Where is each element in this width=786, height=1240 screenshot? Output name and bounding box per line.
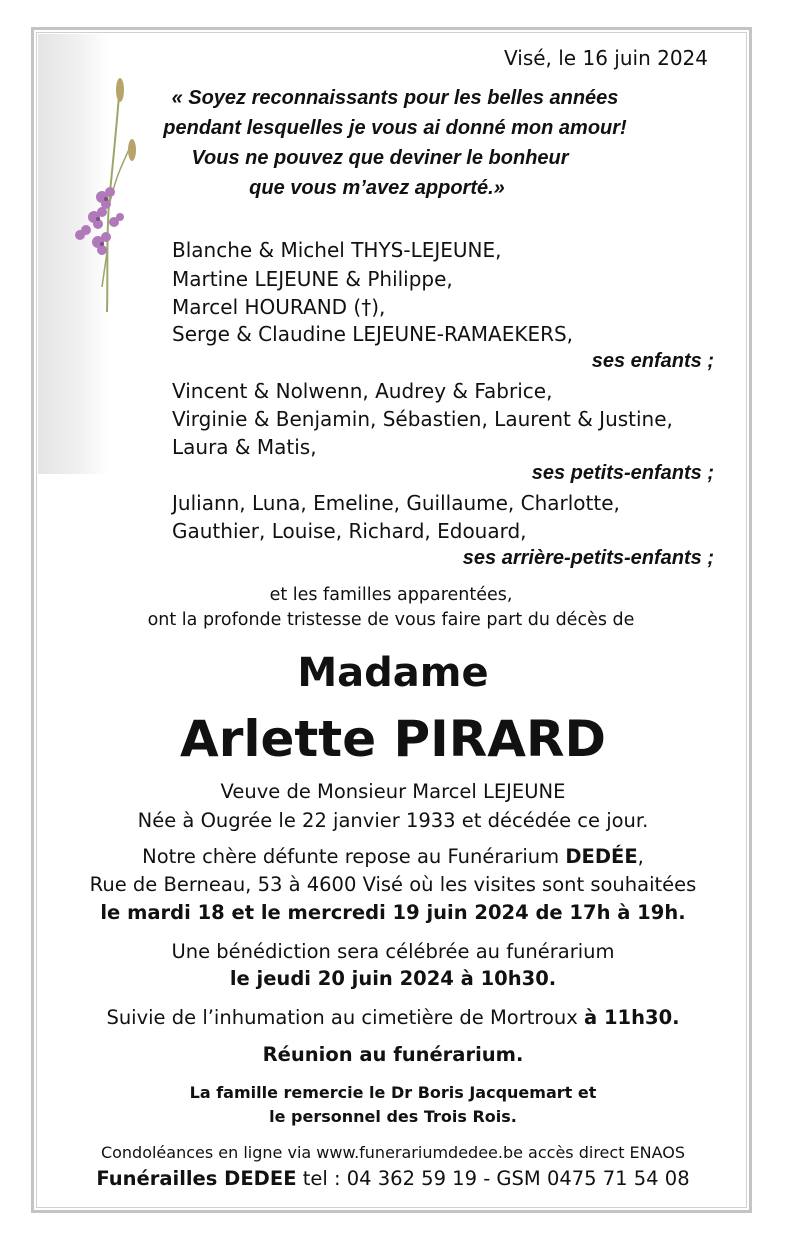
grandchildren-line-3: Laura & Matis, xyxy=(172,435,317,459)
condolences-line: Condoléances en ligne via www.funerariumdedee.be accès direct ENAOS xyxy=(100,1143,686,1162)
company-name: Funérailles DEDEE xyxy=(96,1167,297,1190)
rest-line-1-comma: , xyxy=(637,845,644,868)
children-line-4: Serge & Claudine LEJEUNE-RAMAEKERS, xyxy=(172,322,574,346)
thanks-line-2: le personnel des Trois Rois. xyxy=(269,1107,517,1126)
rest-line-2: Rue de Berneau, 53 à 4600 Visé où les visites sont souhaitées xyxy=(89,873,697,896)
grandchildren-role: ses petits-enfants ; xyxy=(531,462,714,484)
burial-time: à 11h30. xyxy=(584,1006,680,1029)
children-line-3: Marcel HOURAND (†), xyxy=(172,295,386,319)
great-grandchildren-line-1: Juliann, Luna, Emeline, Guillaume, Charlotte, xyxy=(172,491,620,515)
rest-line-1-text: Notre chère défunte repose au Funérarium xyxy=(142,845,566,868)
burial-line xyxy=(0,1006,786,1029)
grandchildren-line-1: Vincent & Nolwenn, Audrey & Fabrice, xyxy=(172,379,553,403)
burial-text: Suivie de l’inhumation au cimetière de Mortroux xyxy=(106,1006,585,1029)
funeral-home-name: DEDÉE xyxy=(565,845,638,868)
contact-line xyxy=(0,1167,786,1190)
quote-line-2: pendant lesquelles je vous ai donné mon amour! xyxy=(163,117,627,139)
announcement-line-2: ont la profonde tristesse de vous faire part du décès de xyxy=(147,610,635,630)
rest-line-3: le mardi 18 et le mercredi 19 juin 2024 de 17h à 19h. xyxy=(100,901,686,924)
children-role: ses enfants ; xyxy=(591,350,714,372)
detail-widow: Veuve de Monsieur Marcel LEJEUNE xyxy=(220,780,566,803)
quote-line-4: que vous m’avez apporté.» xyxy=(249,177,505,199)
rest-line-1 xyxy=(0,845,786,868)
grandchildren-line-2: Virginie & Benjamin, Sébastien, Laurent & Justine, xyxy=(172,407,673,431)
thanks-line-1: La famille remercie le Dr Boris Jacquemart et xyxy=(189,1083,597,1102)
announcement-line-1: et les familles apparentées, xyxy=(269,585,513,605)
title: Madame xyxy=(297,650,489,696)
blessing-line-1: Une bénédiction sera célébrée au funérarium xyxy=(171,940,615,963)
children-line-1: Blanche & Michel THYS-LEJEUNE, xyxy=(172,238,502,262)
blessing-line-2: le jeudi 20 juin 2024 à 10h30. xyxy=(229,967,557,990)
detail-birth: Née à Ougrée le 22 janvier 1933 et décédée ce jour. xyxy=(137,809,649,832)
date-line: Visé, le 16 juin 2024 xyxy=(504,46,708,70)
deceased-name: Arlette PIRARD xyxy=(180,710,606,768)
quote-line-1: « Soyez reconnaissants pour les belles années xyxy=(171,87,619,109)
children-line-2: Martine LEJEUNE & Philippe, xyxy=(172,267,453,291)
great-grandchildren-line-2: Gauthier, Louise, Richard, Edouard, xyxy=(172,519,527,543)
contact-phones: tel : 04 362 59 19 - GSM 0475 71 54 08 xyxy=(296,1167,690,1190)
great-grandchildren-role: ses arrière-petits-enfants ; xyxy=(462,547,714,569)
reunion-line: Réunion au funérarium. xyxy=(262,1043,524,1066)
quote-line-3: Vous ne pouvez que deviner le bonheur xyxy=(191,147,569,169)
